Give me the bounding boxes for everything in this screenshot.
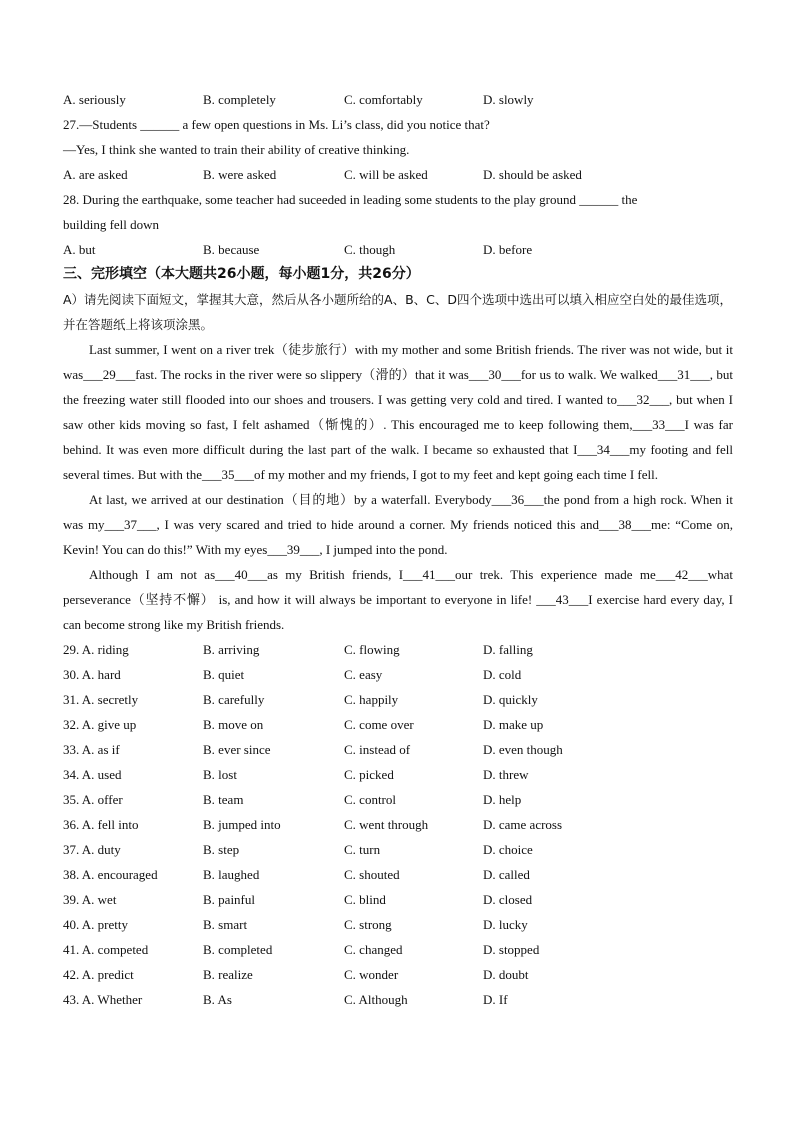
option-d: D. called [483, 867, 530, 882]
option-b: B. carefully [203, 692, 265, 707]
option-a: 33. A. as if [63, 742, 120, 757]
option-d: D. lucky [483, 917, 528, 932]
option-b: B. completely [203, 92, 276, 107]
section-instruction: A）请先阅读下面短文，掌握其大意，然后从各小题所给的A、B、C、D四个选项中选出可以填入相应空白处的最佳选项，并在答题纸上将该项涂黑。 [63, 292, 733, 332]
choice-row [63, 687, 733, 712]
option-c: C. went through [344, 817, 429, 832]
option-d: D. came across [483, 817, 563, 832]
option-a: A. seriously [63, 92, 126, 107]
option-a: 29. A. riding [63, 642, 129, 657]
option-d: D. threw [483, 767, 529, 782]
section-heading: 三、完形填空（本大题共26小题，每小题1分，共26分） [63, 266, 420, 282]
option-c: C. Although [344, 992, 408, 1007]
choice-row [63, 937, 733, 962]
choice-row [63, 737, 733, 762]
option-c: C. easy [344, 667, 383, 682]
q27-options [63, 162, 733, 187]
option-a: 34. A. used [63, 767, 122, 782]
q26-options [63, 87, 733, 112]
choice-row [63, 862, 733, 887]
option-a: 35. A. offer [63, 792, 123, 807]
passage-paragraph-2: At last, we arrived at our destination（目的地）by a waterfall. Everybody___36___the pond from a high rock. When it was my___37___, I was very scared and tried to hide around a corner. My friends noticed this and___38___me: “Come on, Kevin! You can do this!” With my eyes___39___, I jumped into the pond. [63, 492, 733, 557]
q28-stem: 28. During the earthquake, some teacher had suceeded in leading some students to the play ground ______ the [63, 192, 638, 207]
choice-row [63, 762, 733, 787]
option-a: A. are asked [63, 167, 128, 182]
option-d: D. If [483, 992, 508, 1007]
q28-options [63, 237, 733, 262]
option-c: C. instead of [344, 742, 411, 757]
option-d: D. doubt [483, 967, 529, 982]
option-c: C. turn [344, 842, 381, 857]
option-b: B. As [203, 992, 232, 1007]
option-a: 36. A. fell into [63, 817, 139, 832]
passage-paragraph-3: Although I am not as___40___as my British friends, I___41___our trek. This experience made me___42___what perseverance（坚持不懈） is, and how it will always be important to everyone in life! ___43___I exercise hard every day, I can become strong like my British friends. [63, 567, 733, 632]
option-d: D. closed [483, 892, 533, 907]
choice-row [63, 812, 733, 837]
option-c: C. control [344, 792, 396, 807]
option-a: 42. A. predict [63, 967, 134, 982]
choice-row [63, 837, 733, 862]
option-b: B. smart [203, 917, 248, 932]
option-c: C. picked [344, 767, 394, 782]
option-d: D. slowly [483, 92, 534, 107]
choice-row [63, 912, 733, 937]
option-b: B. arriving [203, 642, 260, 657]
option-a: A. but [63, 242, 96, 257]
option-c: C. shouted [344, 867, 400, 882]
option-a: 31. A. secretly [63, 692, 139, 707]
option-b: B. step [203, 842, 240, 857]
option-a: 43. A. Whether [63, 992, 143, 1007]
q27-answer-line: —Yes, I think she wanted to train their ability of creative thinking. [63, 142, 410, 157]
option-d: D. cold [483, 667, 522, 682]
option-d: D. before [483, 242, 533, 257]
option-c: C. will be asked [344, 167, 428, 182]
option-c: C. happily [344, 692, 399, 707]
option-d: D. even though [483, 742, 563, 757]
option-b: B. jumped into [203, 817, 281, 832]
option-b: B. because [203, 242, 260, 257]
option-d: D. quickly [483, 692, 538, 707]
choice-row [63, 662, 733, 687]
option-b: B. realize [203, 967, 253, 982]
option-c: C. wonder [344, 967, 399, 982]
option-a: 38. A. encouraged [63, 867, 158, 882]
option-b: B. team [203, 792, 244, 807]
q28-stem-cont: building fell down [63, 217, 160, 232]
choice-row [63, 987, 733, 1012]
option-b: B. lost [203, 767, 237, 782]
option-d: D. choice [483, 842, 533, 857]
option-a: 41. A. competed [63, 942, 149, 957]
passage-paragraph-1: Last summer, I went on a river trek（徒步旅行）with my mother and some British friends. The river was not wide, but it was___29___fast. The rocks in the river were so slippery（滑的）that it was___30___for us to walk. We walked___31___, but the freezing water still flooded into our shoes and trousers. I was getting very cold and tired. I wanted to___32___, but when I saw other kids moving so fast, I felt ashamed（惭愧的）. This encouraged me to keep following them,___33___I was far behind. It was even more difficult during the last part of the walk. I became so exhausted that I___34___my footing and fell several times. But with the___35___of my mother and my friends, I got to my feet and kept going each time I fell. [63, 342, 733, 482]
option-b: B. move on [203, 717, 264, 732]
option-b: B. ever since [203, 742, 271, 757]
option-c: C. flowing [344, 642, 400, 657]
option-b: B. laughed [203, 867, 260, 882]
choice-row [63, 637, 733, 662]
exam-page [63, 87, 733, 1012]
option-a: 39. A. wet [63, 892, 117, 907]
option-c: C. strong [344, 917, 392, 932]
option-a: 37. A. duty [63, 842, 121, 857]
option-c: C. comfortably [344, 92, 423, 107]
option-c: C. come over [344, 717, 414, 732]
choice-row [63, 887, 733, 912]
option-b: B. completed [203, 942, 273, 957]
option-d: D. falling [483, 642, 533, 657]
option-b: B. quiet [203, 667, 245, 682]
option-d: D. make up [483, 717, 544, 732]
option-a: 30. A. hard [63, 667, 121, 682]
q27-stem: 27.—Students ______ a few open questions in Ms. Li’s class, did you notice that? [63, 117, 490, 132]
option-a: 40. A. pretty [63, 917, 128, 932]
option-b: B. painful [203, 892, 255, 907]
choice-row [63, 712, 733, 737]
option-d: D. should be asked [483, 167, 582, 182]
option-b: B. were asked [203, 167, 277, 182]
option-c: C. though [344, 242, 396, 257]
option-a: 32. A. give up [63, 717, 137, 732]
option-d: D. help [483, 792, 522, 807]
choice-row [63, 787, 733, 812]
choice-row [63, 962, 733, 987]
choice-list [63, 637, 733, 1012]
option-c: C. blind [344, 892, 386, 907]
option-d: D. stopped [483, 942, 540, 957]
option-c: C. changed [344, 942, 403, 957]
